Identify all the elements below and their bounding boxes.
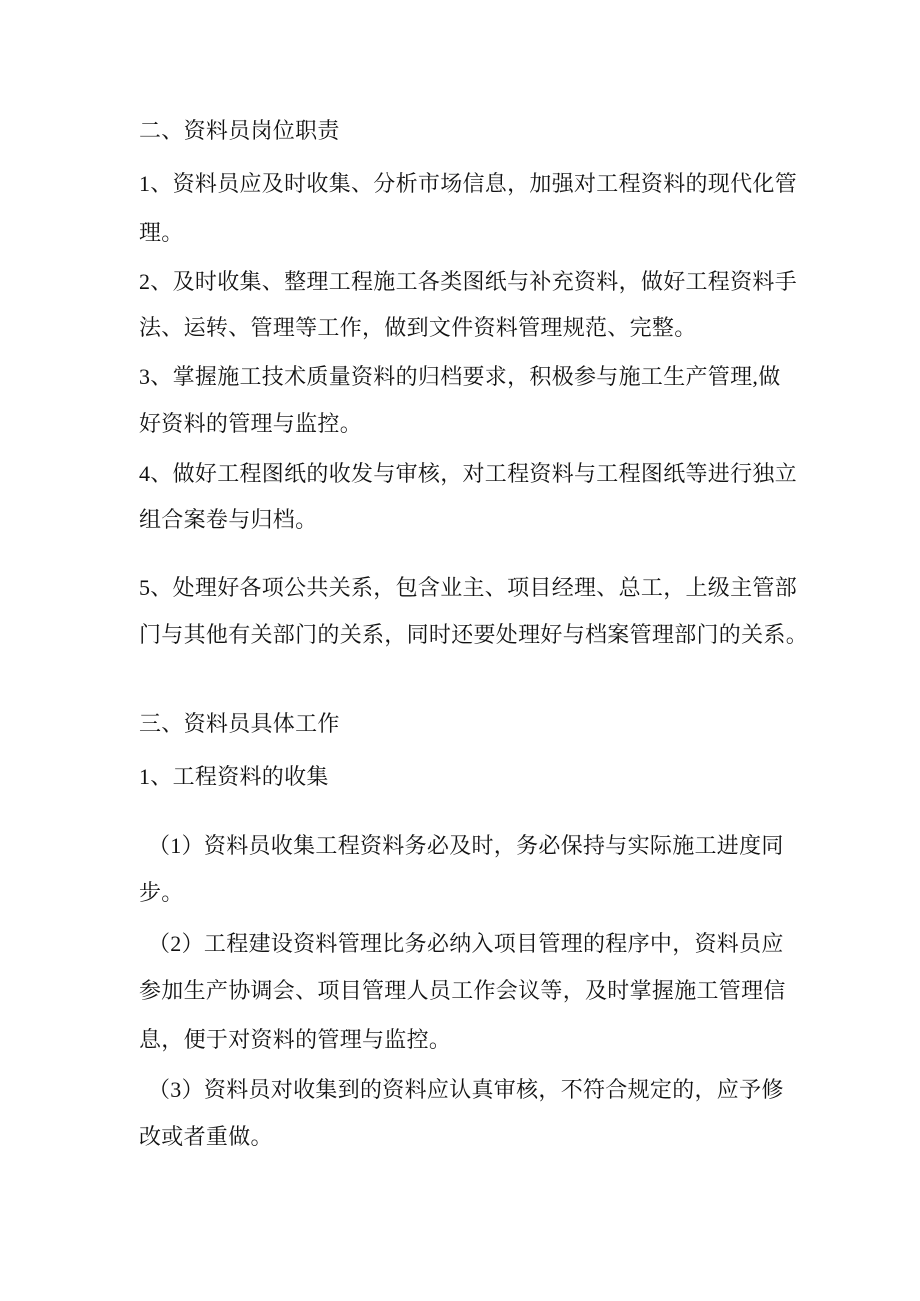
paragraph-line: 5、处理好各项公共关系，包含业主、项目经理、总工，上级主管部 (139, 575, 798, 600)
paragraph-line: 4、做好工程图纸的收发与审核，对工程资料与工程图纸等进行独立 (139, 461, 798, 486)
paragraph-line: 步。 (139, 880, 184, 905)
paragraph-line: 息，便于对资料的管理与监控。 (139, 1027, 452, 1052)
paragraph-line: 好资料的管理与监控。 (139, 411, 363, 436)
paragraph-line: 1、资料员应及时收集、分析市场信息，加强对工程资料的现代化管 (139, 171, 798, 196)
paragraph-line: 法、运转、管理等工作，做到文件资料管理规范、完整。 (139, 315, 697, 340)
paragraph-line: 3、掌握施工技术质量资料的归档要求，积极参与施工生产管理,做 (139, 364, 781, 389)
paragraph-line: （2）工程建设资料管理比务必纳入项目管理的程序中，资料员应 (148, 931, 784, 956)
paragraph-line: （1）资料员收集工程资料务必及时，务必保持与实际施工进度同 (148, 833, 784, 858)
paragraph-line: 门与其他有关部门的关系，同时还要处理好与档案管理部门的关系。 (139, 622, 809, 647)
paragraph-line: （3）资料员对收集到的资料应认真审核，不符合规定的，应予修 (148, 1077, 784, 1102)
section-heading: 二、资料员岗位职责 (139, 118, 340, 143)
paragraph-line: 参加生产协调会、项目管理人员工作会议等，及时掌握施工管理信 (139, 978, 786, 1003)
paragraph-line: 2、及时收集、整理工程施工各类图纸与补充资料，做好工程资料手 (139, 269, 798, 294)
paragraph-line: 改或者重做。 (139, 1124, 273, 1149)
section-heading: 三、资料员具体工作 (139, 711, 340, 736)
paragraph-line: 组合案卷与归档。 (139, 507, 318, 532)
subsection-heading: 1、工程资料的收集 (139, 764, 329, 789)
paragraph-line: 理。 (139, 220, 184, 245)
